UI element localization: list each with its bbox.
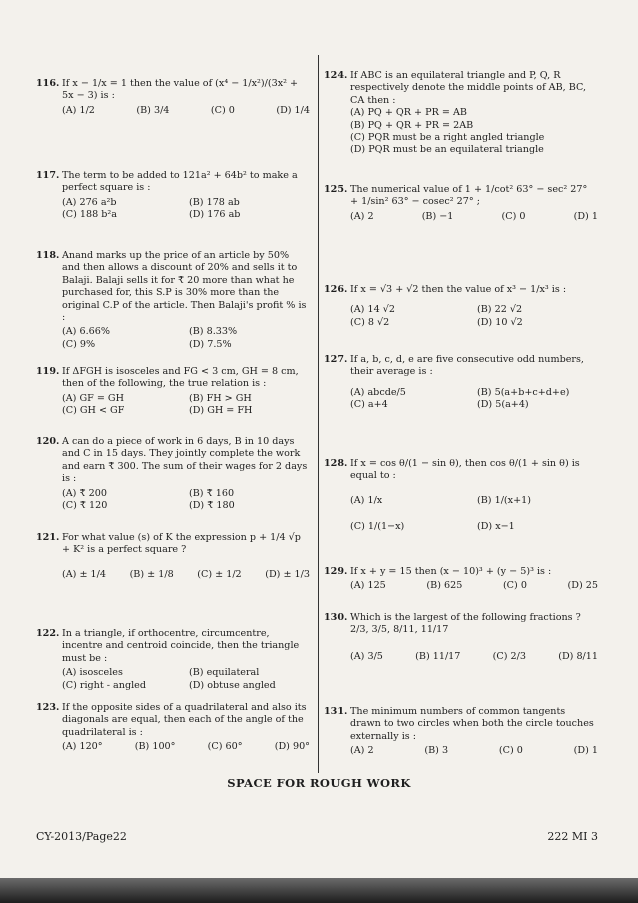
question-number: 124.	[324, 70, 348, 81]
options	[350, 651, 598, 663]
option-b: (B) 3	[424, 745, 449, 757]
option-c: (C) right - angled	[62, 679, 146, 691]
question-122	[36, 628, 310, 692]
option-c: (C) 0	[502, 580, 527, 592]
question-121	[36, 532, 310, 581]
options	[62, 393, 310, 418]
options	[62, 667, 310, 692]
question-number: 129.	[324, 566, 348, 577]
question-number: 128.	[324, 458, 348, 469]
option-d: (D) 7.5%	[189, 338, 232, 350]
option-c: (C) ± 1/2	[197, 568, 242, 580]
question-number: 122.	[36, 628, 60, 639]
option-a: (A) 3/5	[350, 650, 383, 662]
option-c: (C) 0	[501, 210, 526, 222]
question-text: A can do a piece of work in 6 days, B in 10 days and C in 15 days. They jointly complete the work and earn ₹ 300. The sum of their wages for 2 days is :	[62, 436, 308, 485]
option-b: (B) equilateral	[189, 667, 260, 679]
question-text: If x = cos θ/(1 − sin θ), then cos θ/(1 + sin θ) is equal to :	[350, 458, 580, 482]
option-c: (C) PQR must be a right angled triangle	[350, 132, 545, 144]
option-b: (B) ₹ 160	[189, 487, 235, 499]
question-126	[324, 284, 598, 329]
options	[62, 105, 310, 117]
option-b: (B) PQ + QR + PR = 2AB	[350, 119, 474, 131]
question-text: If a, b, c, d, e are five consecutive odd numbers, their average is :	[350, 354, 584, 378]
option-c: (C) 0	[498, 745, 523, 757]
options	[62, 488, 310, 513]
question-number: 127.	[324, 354, 348, 365]
question-number: 121.	[36, 532, 60, 543]
option-b: (B) −1	[421, 210, 454, 222]
option-c: (C) 2/3	[492, 650, 526, 662]
question-118	[36, 250, 310, 351]
option-a: (A) 1/2	[62, 104, 95, 116]
question-125	[324, 184, 598, 223]
option-a: (A) GF = GH	[62, 392, 124, 404]
option-a: (A) 14 √2	[350, 304, 395, 316]
option-a: (A) 276 a²b	[62, 196, 117, 208]
options	[350, 745, 598, 757]
option-d: (D) ₹ 180	[189, 500, 235, 512]
option-b: (B) ± 1/8	[129, 568, 174, 580]
option-c: (C) 60°	[207, 741, 243, 753]
booklet-code: 222 MI 3	[547, 830, 598, 843]
question-text: In a triangle, if orthocentre, circumcentre, incentre and centroid coincide, then the triangle must be :	[62, 628, 300, 664]
question-text: The minimum numbers of common tangents drawn to two circles when both the circle touches externally is :	[350, 706, 594, 742]
question-text: If x = √3 + √2 then the value of x³ − 1/x³ is :	[350, 284, 567, 295]
question-129	[324, 566, 598, 593]
question-text: If the opposite sides of a quadrilateral and also its diagonals are equal, then each of the angle of the quadrilateral is :	[62, 702, 307, 738]
option-b: (B) 11/17	[415, 650, 461, 662]
option-d: (D) GH = FH	[189, 405, 253, 417]
question-text: The numerical value of 1 + 1/cot² 63° − sec² 27° + 1/sin² 63° − cosec² 27° ;	[350, 184, 588, 208]
option-d: (D) 176 ab	[189, 209, 241, 221]
option-c: (C) 188 b²a	[62, 209, 117, 221]
option-b: (B) 5(a+b+c+d+e)	[477, 386, 570, 398]
question-number: 131.	[324, 706, 348, 717]
option-c: (C) 9%	[62, 338, 96, 350]
question-number: 130.	[324, 612, 348, 623]
option-d: (D) 1/4	[276, 104, 310, 116]
option-b: (B) 3/4	[136, 104, 170, 116]
option-a: (A) 1/x	[350, 494, 383, 506]
question-128	[324, 458, 598, 534]
options	[350, 304, 598, 329]
option-d: (D) 1	[573, 210, 598, 222]
question-text: If x − 1/x = 1 then the value of (x⁴ − 1/x²)/(3x² + 5x − 3) is :	[62, 78, 299, 102]
question-123	[36, 702, 310, 754]
option-a: (A) isosceles	[62, 667, 123, 679]
option-c: (C) a+4	[350, 399, 388, 411]
question-text: Which is the largest of the following fractions ? 2/3, 3/5, 8/11, 11/17	[350, 612, 581, 636]
question-117	[36, 170, 310, 222]
question-text: For what value (s) of K the expression p + 1/4 √p + K² is a perfect square ?	[62, 532, 301, 556]
question-text: Anand marks up the price of an article by 50% and then allows a discount of 20% and sells it to Balaji. Balaji sells it for ₹ 20 more than what he purchased for, this S.P is 30% more than the original C.P of the article. Then Balaji's profit % is :	[62, 250, 307, 324]
question-number: 116.	[36, 78, 60, 89]
question-number: 120.	[36, 436, 60, 447]
options	[350, 580, 598, 592]
option-d: (D) 10 √2	[477, 316, 523, 328]
option-a: (A) 2	[350, 210, 374, 222]
option-c: (C) GH < GF	[62, 405, 125, 417]
option-a: (A) 2	[350, 745, 374, 757]
option-b: (B) 178 ab	[189, 196, 240, 208]
option-a: (A) ± 1/4	[62, 568, 106, 580]
question-127	[324, 354, 598, 412]
options	[62, 741, 310, 753]
option-c: (C) ₹ 120	[62, 500, 108, 512]
option-a: (A) PQ + QR + PR = AB	[350, 107, 467, 119]
option-b: (B) FH > GH	[189, 392, 252, 404]
option-d: (D) 25	[567, 580, 598, 592]
option-a: (A) 6.66%	[62, 326, 110, 338]
options	[350, 387, 598, 412]
question-116	[36, 78, 310, 118]
rough-work-heading: SPACE FOR ROUGH WORK	[227, 776, 411, 790]
option-b: (B) 8.33%	[189, 326, 238, 338]
option-b: (B) 1/(x+1)	[477, 494, 531, 506]
option-d: (D) x−1	[477, 521, 515, 533]
option-a: (A) abcde/5	[350, 386, 406, 398]
option-d: (D) 90°	[274, 741, 310, 753]
option-c: (C) 8 √2	[350, 316, 390, 328]
question-number: 117.	[36, 170, 60, 181]
question-number: 118.	[36, 250, 60, 261]
option-b: (B) 625	[426, 580, 463, 592]
question-number: 125.	[324, 184, 348, 195]
scan-edge-band	[0, 878, 638, 903]
option-a: (A) ₹ 200	[62, 487, 107, 499]
question-120	[36, 436, 310, 512]
question-text: If x + y = 15 then (x − 10)³ + (y − 5)³ is :	[350, 566, 552, 577]
option-a: (A) 120°	[62, 741, 103, 753]
option-a: (A) 125	[350, 580, 386, 592]
option-d: (D) 8/11	[558, 650, 598, 662]
option-d: (D) obtuse angled	[189, 679, 276, 691]
option-d: (D) ± 1/3	[265, 568, 310, 580]
question-119	[36, 366, 310, 418]
question-131	[324, 706, 598, 758]
question-130	[324, 612, 598, 663]
question-number: 119.	[36, 366, 60, 377]
option-b: (B) 100°	[134, 741, 176, 753]
question-text: The term to be added to 121a² + 64b² to make a perfect square is :	[62, 170, 298, 194]
option-c: (C) 1/(1−x)	[350, 521, 405, 533]
option-b: (B) 22 √2	[477, 304, 523, 316]
options	[62, 569, 310, 581]
question-text: If ΔFGH is isosceles and FG < 3 cm, GH = 8 cm, then of the following, the true relation is :	[62, 366, 299, 390]
options	[350, 211, 598, 223]
option-d: (D) 1	[573, 745, 598, 757]
options	[62, 326, 310, 351]
question-number: 123.	[36, 702, 60, 713]
option-c: (C) 0	[210, 104, 235, 116]
question-number: 126.	[324, 284, 348, 295]
option-d: (D) PQR must be an equilateral triangle	[350, 144, 544, 156]
column-divider	[318, 55, 319, 773]
question-text: If ABC is an equilateral triangle and P, Q, R respectively denote the middle points of AB, BC, CA then :	[350, 70, 587, 106]
option-d: (D) 5(a+4)	[477, 399, 529, 411]
page-code: CY-2013/Page22	[36, 830, 127, 843]
options	[350, 495, 598, 534]
options	[62, 197, 310, 222]
question-124	[324, 70, 598, 157]
